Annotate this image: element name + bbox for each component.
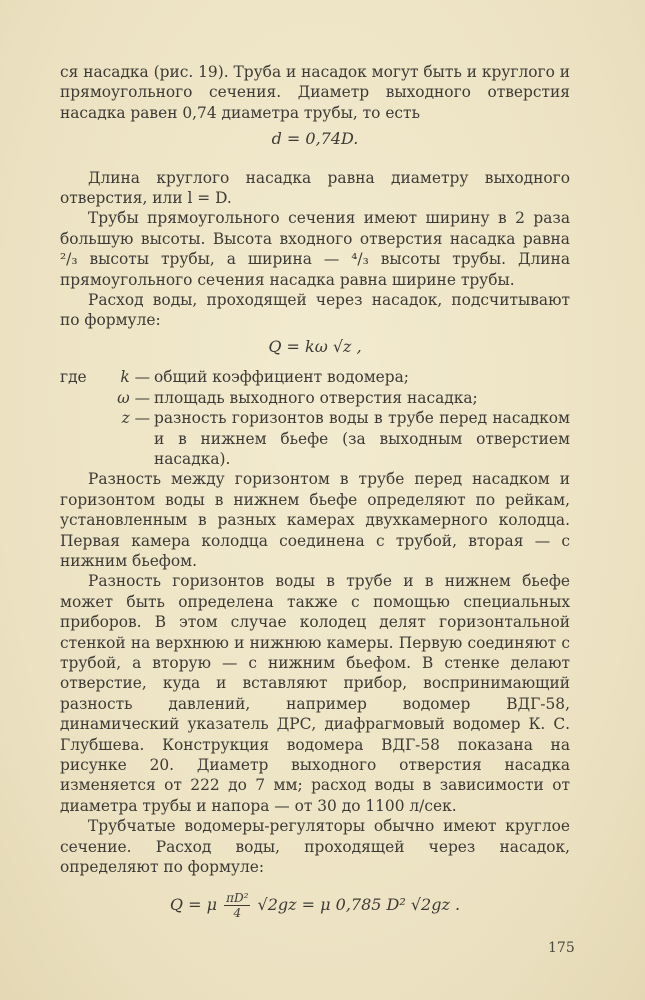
formula-right: √2gz = μ 0,785 D² √2gz .	[257, 895, 461, 915]
page-text	[60, 62, 570, 930]
paragraph-4: Расход воды, проходящей через насадок, подсчитывают по формуле:	[60, 291, 570, 330]
paragraph-1: ся насадка (рис. 19). Труба и насадок могут быть и круглого и прямоугольного сечения. Диаметр выходного отверстия насадка равен 0,74 диаметра трубы, то есть	[60, 63, 570, 122]
paragraph-2: Длина круглого насадка равна диаметру выходного отверстия, или l = D.	[60, 168, 570, 208]
paragraph-7: Трубчатые водомеры-регуляторы обычно имеют круглое сечение. Расход воды, проходящей через насадок, определяют по формуле:	[60, 817, 570, 877]
where-definition: разность горизонтов воды в трубе перед насадком и в нижнем бьефе (за выходным отверстием насадка).	[154, 409, 570, 468]
page-number: 175	[548, 940, 575, 956]
where-symbol: z —	[121, 409, 150, 428]
where-definition: общий коэффициент водомера;	[154, 368, 409, 387]
formula-diameter: d = 0,74D.	[271, 129, 359, 149]
where-symbol: k —	[120, 368, 150, 387]
formula-left: Q = μ	[169, 895, 218, 915]
paragraph-5: Разность между горизонтом в трубе перед насадком и горизонтом воды в нижнем бьефе определяют по рейкам, установленным в разных камерах двухкамерного колодца. Первая камера колодца соединена с трубой, вторая — с нижним бьефом.	[60, 470, 570, 570]
where-definition: площадь выходного отверстия насадка;	[154, 388, 478, 407]
fraction-numerator: πD²	[226, 891, 249, 906]
paragraph-3: Трубы прямоугольного сечения имеют ширину в 2 раза большую высоты. Высота входного отверстия насадка равна ²/₃ высоты трубы, а ширина — ⁴/₃ высоты трубы. Длина прямоугольного сечения насадка равна ширине трубы.	[60, 209, 570, 289]
paragraph-6: Разность горизонтов воды в трубе и в нижнем бьефе может быть определена также с помощью специальных приборов. В этом случае колодец делят горизонтальной стенкой на верхнюю и нижнюю камеры. Первую соединяют с трубой, а вторую — с нижним бьефом. В стенке делают отверстие, куда и вставляют прибор, воспринимающий разность давлений, например водомер ВДГ-58, динамический указатель ДРС, диафрагмовый водомер К. С. Глубшева. Конструкция водомера ВДГ-58 показана на рисунке 20. Диаметр выходного отверстия насадка изменяется от 222 до 7 мм; расход воды в зависимости от диаметра трубы и напора — от 30 до 1100 л/сек.	[60, 572, 570, 815]
where-symbol: ω —	[117, 388, 150, 407]
formula-fraction	[224, 891, 250, 920]
fraction-denominator: 4	[233, 906, 242, 921]
formula-discharge: Q = kω √z ,	[268, 336, 362, 356]
where-definitions	[60, 367, 570, 469]
formula-tubular-meter	[60, 891, 570, 920]
where-label: где	[60, 368, 87, 387]
